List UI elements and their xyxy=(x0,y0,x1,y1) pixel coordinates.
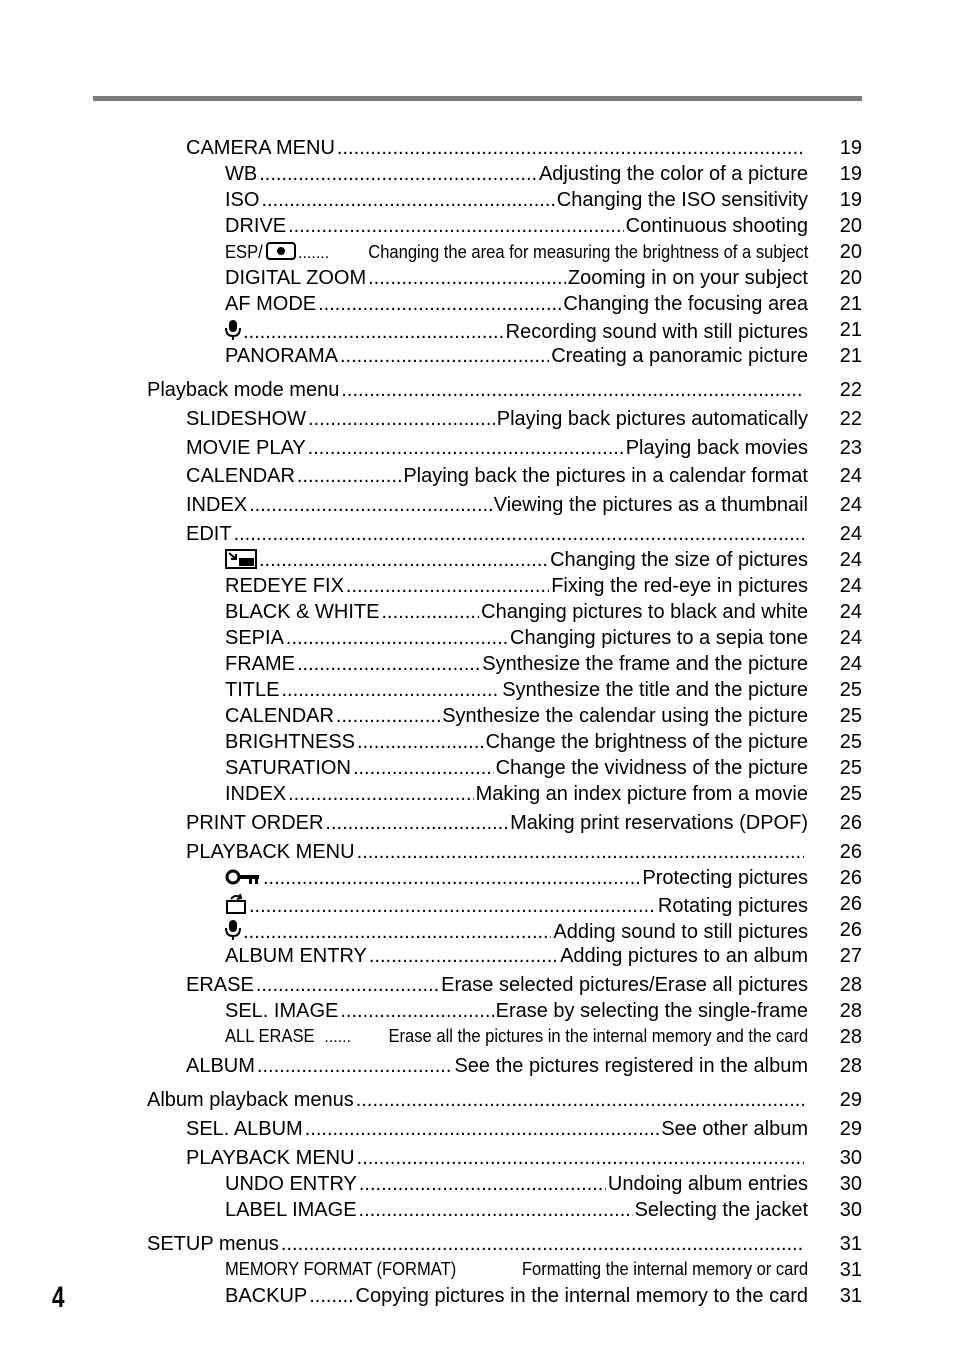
leader-dots xyxy=(369,945,558,968)
toc-entry xyxy=(0,345,954,371)
toc-entry-label: TITLE xyxy=(225,679,280,701)
toc-entry-page: 23 xyxy=(839,437,862,459)
leader-dots xyxy=(288,783,474,806)
leader-dots xyxy=(308,408,495,431)
toc-entry-page: 19 xyxy=(839,189,862,211)
toc-entry-description: See other album xyxy=(661,1118,808,1140)
toc-entry-description: Viewing the pictures as a thumbnail xyxy=(493,494,808,516)
leader-dots xyxy=(357,1147,804,1170)
toc-entry xyxy=(0,1118,954,1144)
toc-entry-description: Making an index picture from a movie xyxy=(475,783,808,805)
toc-entry-label: Playback mode menu xyxy=(147,379,340,401)
toc-entry-description: Rotating pictures xyxy=(657,895,808,917)
toc-entry-label: PLAYBACK MENU xyxy=(186,1147,355,1169)
toc-entry xyxy=(0,215,954,241)
leader-dots xyxy=(324,1029,349,1047)
toc-entry-label: ESP/ xyxy=(225,242,263,262)
toc-entry-description: Playing back movies xyxy=(625,437,808,459)
toc-entry-label: SETUP menus xyxy=(147,1233,279,1255)
leader-dots xyxy=(346,575,549,598)
toc-entry xyxy=(0,841,954,867)
leader-dots xyxy=(305,1118,660,1141)
leader-dots xyxy=(249,494,492,517)
toc-entry xyxy=(0,974,954,1000)
toc-entry-label: SEL. IMAGE xyxy=(225,1000,339,1022)
toc-entry xyxy=(0,465,954,491)
leader-dots xyxy=(286,627,508,650)
toc-entry-page: 31 xyxy=(839,1259,862,1281)
toc-entry-description: Playing back the pictures in a calendar format xyxy=(403,465,808,487)
toc-entry-label: PANORAMA xyxy=(225,345,338,367)
leader-dots xyxy=(263,867,640,890)
toc-entry-label: BLACK & WHITE xyxy=(225,601,380,623)
toc-entry-page: 20 xyxy=(839,267,862,289)
leader-dots xyxy=(259,163,537,186)
toc-entry xyxy=(0,1233,954,1259)
leader-dots xyxy=(357,841,804,864)
toc-entry-description: Copying pictures in the internal memory to the card xyxy=(355,1285,808,1307)
toc-entry-label: LABEL IMAGE xyxy=(225,1199,357,1221)
toc-entry-description: Fixing the red-eye in pictures xyxy=(551,575,808,597)
toc-entry-description: Synthesize the title and the picture xyxy=(502,679,808,701)
leader-dots xyxy=(288,215,624,238)
protect-key-icon xyxy=(225,867,261,889)
toc-entry xyxy=(0,893,954,919)
toc-entry-description: Erase selected pictures/Erase all pictures xyxy=(441,974,808,996)
toc-entry-description: Changing the size of pictures xyxy=(550,549,808,571)
toc-entry-label: Album playback menus xyxy=(147,1089,354,1111)
toc-entry-page: 25 xyxy=(839,783,862,805)
toc-entry-label: ALL ERASE xyxy=(225,1026,315,1046)
toc-entry-page: 22 xyxy=(839,379,862,401)
toc-entry-page: 19 xyxy=(839,137,862,159)
toc-entry-description: Adding sound to still pictures xyxy=(553,921,808,943)
toc-entry-label: ALBUM xyxy=(186,1055,255,1077)
toc-entry-label: INDEX xyxy=(225,783,287,805)
toc-entry xyxy=(0,379,954,405)
toc-entry-label: FRAME xyxy=(225,653,295,675)
toc-entry xyxy=(0,919,954,945)
toc-entry-page: 29 xyxy=(839,1089,862,1111)
toc-entry xyxy=(0,1000,954,1026)
toc-entry xyxy=(0,1285,954,1311)
toc-entry-description: Formatting the internal memory or card xyxy=(521,1259,808,1279)
leader-dots xyxy=(336,705,440,728)
toc-entry xyxy=(0,1055,954,1081)
toc-entry-description: Adjusting the color of a picture xyxy=(538,163,808,185)
toc-entry-description: Erase by selecting the single-frame xyxy=(495,1000,808,1022)
leader-dots xyxy=(234,523,804,546)
toc-entry-page: 28 xyxy=(839,1055,862,1077)
toc-entry-description: Synthesize the calendar using the picture xyxy=(442,705,808,727)
toc-entry-label: PRINT ORDER xyxy=(186,812,324,834)
toc-entry-label: SEPIA xyxy=(225,627,284,649)
leader-dots xyxy=(297,465,401,488)
toc-entry xyxy=(0,757,954,783)
toc-entry-label: EDIT xyxy=(186,523,232,545)
leader-dots xyxy=(368,267,566,290)
toc-entry-label: UNDO ENTRY xyxy=(225,1173,357,1195)
toc-entry xyxy=(0,437,954,463)
toc-entry-page: 31 xyxy=(839,1285,862,1307)
toc-entry-label: CALENDAR xyxy=(225,705,334,727)
toc-entry-label: BRIGHTNESS xyxy=(225,731,356,753)
toc-entry-label: SEL. ALBUM xyxy=(186,1118,303,1140)
toc-entry-page: 21 xyxy=(839,293,862,315)
toc-entry xyxy=(0,945,954,971)
toc-entry-page: 25 xyxy=(839,757,862,779)
toc-entry xyxy=(0,783,954,809)
toc-entry-page: 24 xyxy=(839,575,862,597)
toc-entry-page: 31 xyxy=(839,1233,862,1255)
toc-entry xyxy=(0,319,954,345)
rotate-icon xyxy=(225,893,247,917)
leader-dots xyxy=(243,921,551,944)
leader-dots xyxy=(359,1199,633,1222)
toc-entry-description: Change the vividness of the picture xyxy=(495,757,808,779)
toc-entry-page: 30 xyxy=(839,1147,862,1169)
toc-entry-description: Changing the area for measuring the brightness of a subject xyxy=(367,242,808,262)
leader-dots xyxy=(259,549,548,572)
toc-entry-page: 28 xyxy=(839,1000,862,1022)
toc-entry-label: SLIDESHOW xyxy=(186,408,307,430)
leader-dots xyxy=(298,245,328,263)
toc-entry xyxy=(0,189,954,215)
toc-entry-label: CAMERA MENU xyxy=(186,137,335,159)
toc-entry-page: 25 xyxy=(839,679,862,701)
toc-entry xyxy=(0,408,954,434)
toc-entry-page: 24 xyxy=(839,627,862,649)
leader-dots xyxy=(281,679,500,702)
leader-dots xyxy=(318,293,561,316)
toc-entry-description: Change the brightness of the picture xyxy=(485,731,808,753)
toc-entry xyxy=(0,812,954,838)
toc-entry xyxy=(0,1089,954,1115)
toc-entry-description: Protecting pictures xyxy=(642,867,808,889)
toc-entry-page: 24 xyxy=(839,653,862,675)
toc-entry-description: Changing the ISO sensitivity xyxy=(556,189,808,211)
toc-entry-page: 26 xyxy=(839,893,862,915)
toc-entry xyxy=(0,293,954,319)
toc-entry xyxy=(0,549,954,575)
toc-entry-label: ALBUM ENTRY xyxy=(225,945,367,967)
toc-entry xyxy=(0,575,954,601)
toc-entry-description: Changing pictures to black and white xyxy=(481,601,808,623)
toc-entry-page: 28 xyxy=(839,974,862,996)
toc-entry-description: Continuous shooting xyxy=(625,215,808,237)
toc-entry-label: MEMORY FORMAT (FORMAT) xyxy=(225,1259,457,1279)
toc-entry-description: Making print reservations (DPOF) xyxy=(510,812,808,834)
toc-entry-description: Erase all the pictures in the internal memory and the card xyxy=(388,1026,808,1046)
leader-dots xyxy=(257,1055,453,1078)
leader-dots xyxy=(309,1285,353,1308)
toc-entry xyxy=(0,731,954,757)
toc-entry-label: ERASE xyxy=(186,974,254,996)
toc-entry-label: DIGITAL ZOOM xyxy=(225,267,367,289)
toc-entry-page: 26 xyxy=(839,841,862,863)
toc-entry-label: CALENDAR xyxy=(186,465,295,487)
toc-entry-page: 26 xyxy=(839,867,862,889)
toc-entry-label: BACKUP xyxy=(225,1285,308,1307)
toc-entry-page: 24 xyxy=(839,523,862,545)
toc-entry xyxy=(0,601,954,627)
toc-entry xyxy=(0,523,954,549)
leader-dots xyxy=(256,974,439,997)
spot-metering-icon xyxy=(266,241,296,263)
toc-entry xyxy=(0,1259,954,1285)
toc-entry-label: MOVIE PLAY xyxy=(186,437,306,459)
leader-dots xyxy=(340,1000,493,1023)
leader-dots xyxy=(356,1089,804,1112)
toc-entry-description: Undoing album entries xyxy=(607,1173,808,1195)
toc-entry-description: Changing the focusing area xyxy=(563,293,808,315)
toc-entry-page: 25 xyxy=(839,705,862,727)
toc-entry-page: 26 xyxy=(839,812,862,834)
leader-dots xyxy=(249,895,656,918)
toc-entry xyxy=(0,163,954,189)
toc-entry xyxy=(0,1199,954,1225)
toc-entry-page: 30 xyxy=(839,1199,862,1221)
leader-dots xyxy=(281,1233,804,1256)
toc-entry-label: PLAYBACK MENU xyxy=(186,841,355,863)
toc-entry-label: REDEYE FIX xyxy=(225,575,344,597)
toc-entry-page: 27 xyxy=(839,945,862,967)
leader-dots xyxy=(337,137,804,160)
toc-entry-description: Synthesize the frame and the picture xyxy=(482,653,808,675)
toc-entry xyxy=(0,1026,954,1052)
toc-entry-page: 22 xyxy=(839,408,862,430)
toc-entry xyxy=(0,1173,954,1199)
leader-dots xyxy=(308,437,624,460)
toc-entry-page: 20 xyxy=(839,215,862,237)
toc-entry-page: 20 xyxy=(839,241,862,263)
toc-entry-page: 30 xyxy=(839,1173,862,1195)
leader-dots xyxy=(297,653,480,676)
toc-entry xyxy=(0,653,954,679)
toc-entry-page: 21 xyxy=(839,345,862,367)
resize-icon xyxy=(225,549,257,571)
toc-entry-description: Recording sound with still pictures xyxy=(505,321,808,343)
toc-entry-page: 26 xyxy=(839,919,862,941)
toc-entry-description: Selecting the jacket xyxy=(634,1199,808,1221)
toc-entry-page: 24 xyxy=(839,465,862,487)
toc-entry-description: Creating a panoramic picture xyxy=(551,345,808,367)
toc-entry xyxy=(0,627,954,653)
toc-entry xyxy=(0,705,954,731)
toc-entry-description: See the pictures registered in the album xyxy=(454,1055,808,1077)
toc-entry xyxy=(0,137,954,163)
toc-entry-label: SATURATION xyxy=(225,757,351,779)
toc-entry-page: 29 xyxy=(839,1118,862,1140)
leader-dots xyxy=(357,731,484,754)
leader-dots xyxy=(243,321,504,344)
toc-entry-label: DRIVE xyxy=(225,215,287,237)
leader-dots xyxy=(340,345,549,368)
microphone-icon xyxy=(225,919,241,943)
toc-entry xyxy=(0,679,954,705)
toc-entry-description: Playing back pictures automatically xyxy=(496,408,808,430)
leader-dots xyxy=(353,757,494,780)
page-number: 4 xyxy=(52,1281,65,1314)
toc-entry-page: 24 xyxy=(839,601,862,623)
microphone-icon xyxy=(225,319,241,343)
toc-entry-page: 21 xyxy=(839,319,862,341)
toc-entry-label: INDEX xyxy=(186,494,248,516)
toc-entry-page: 24 xyxy=(839,494,862,516)
toc-entry xyxy=(0,494,954,520)
toc-entry-description: Changing pictures to a sepia tone xyxy=(510,627,808,649)
leader-dots xyxy=(381,601,479,624)
toc-entry-description: Adding pictures to an album xyxy=(560,945,808,967)
toc-entry-page: 24 xyxy=(839,549,862,571)
toc-entry-page: 19 xyxy=(839,163,862,185)
leader-dots xyxy=(359,1173,606,1196)
toc-entry-description: Zooming in on your subject xyxy=(567,267,808,289)
toc-entry-page: 28 xyxy=(839,1026,862,1048)
leader-dots xyxy=(261,189,554,212)
toc-entry-label: AF MODE xyxy=(225,293,317,315)
toc-entry-page: 25 xyxy=(839,731,862,753)
toc-entry-label: ISO xyxy=(225,189,260,211)
leader-dots xyxy=(325,812,508,835)
toc-entry xyxy=(0,267,954,293)
toc-entry xyxy=(0,1147,954,1173)
leader-dots xyxy=(341,379,804,402)
toc-entry xyxy=(0,867,954,893)
toc-entry-label: WB xyxy=(225,163,258,185)
toc-entry xyxy=(0,241,954,267)
